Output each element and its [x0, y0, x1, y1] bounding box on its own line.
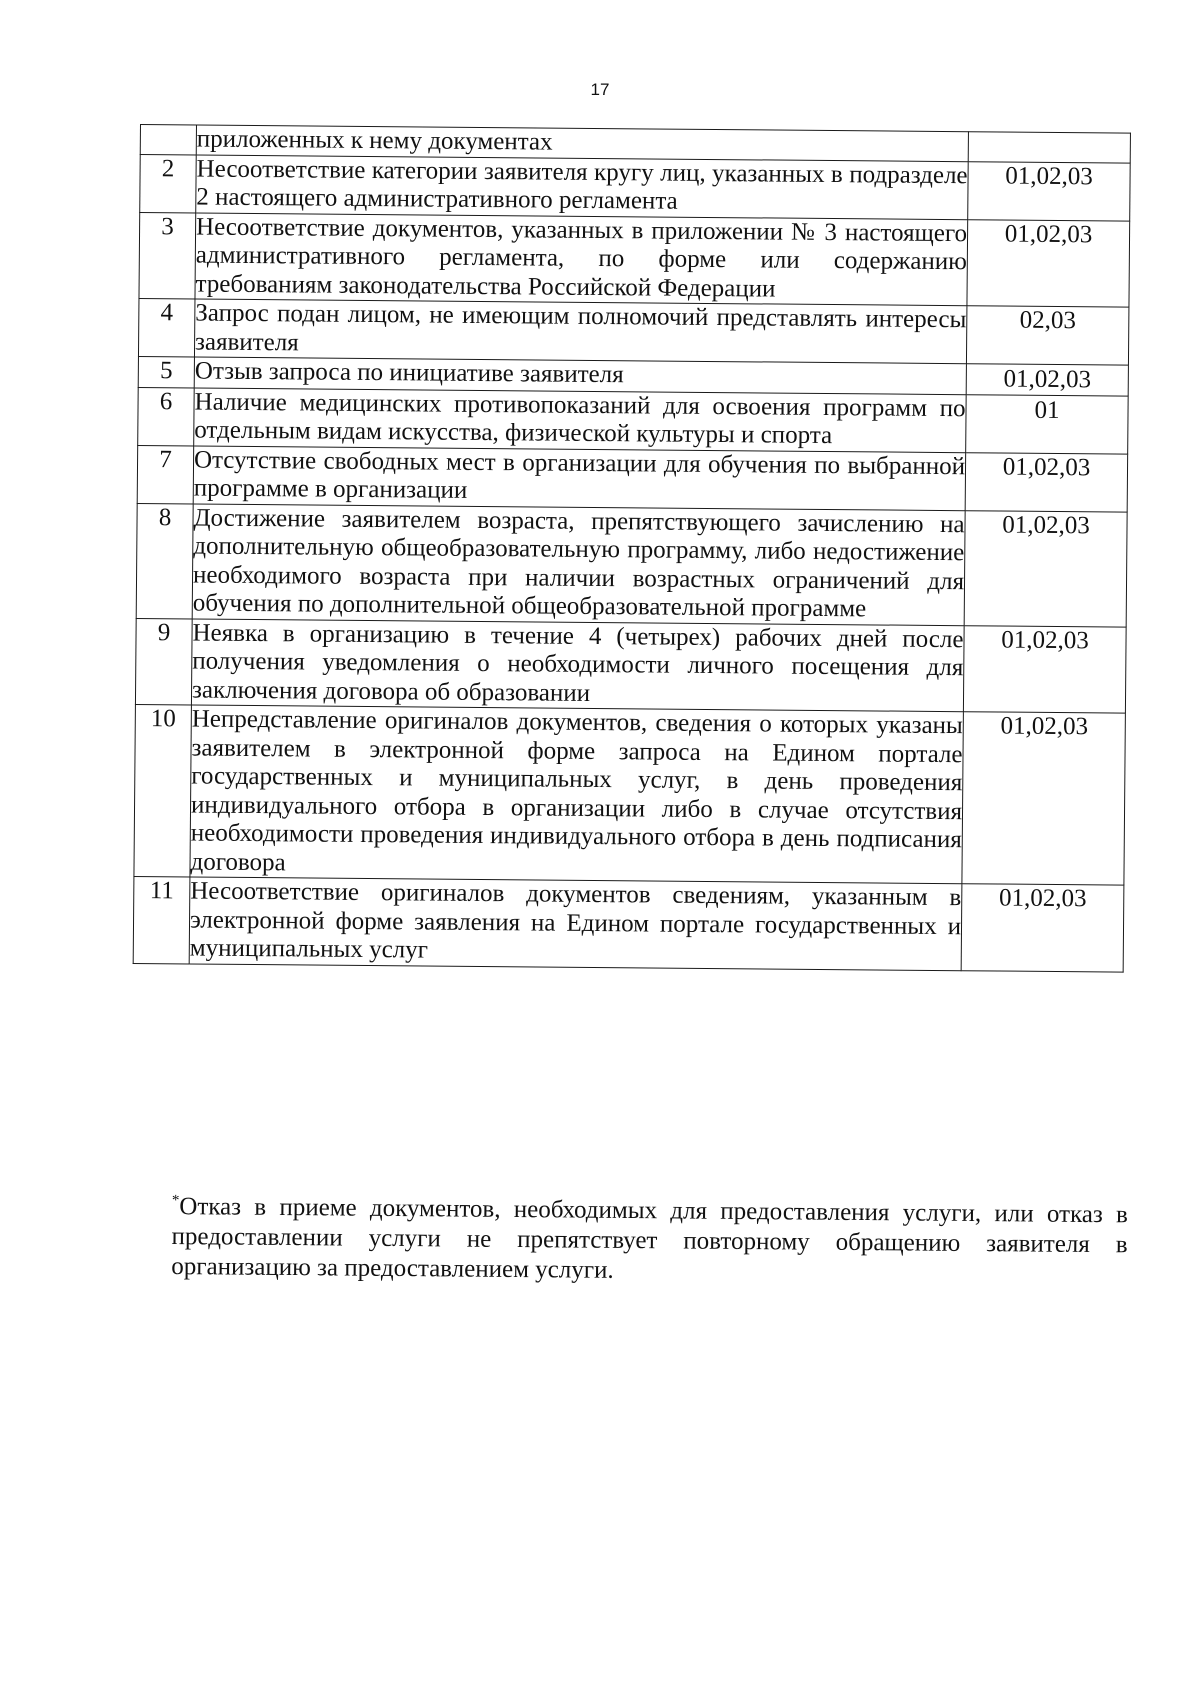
refusal-reason: Отсутствие свободных мест в организации для обучения по выбранной программе в организации: [193, 445, 965, 510]
refusal-reason: Отзыв запроса по инициативе заявителя: [194, 357, 966, 394]
footnote: [171, 1192, 1128, 1290]
refusal-reason: Достижение заявителем возраста, препятствующего зачислению на дополнительную общеобразовательную программу, либо недостижение необходимого возраста при наличии возрастных ограничений для обучения по дополнительной общеобразовательной программе: [192, 503, 965, 625]
refusal-reason: Непредставление оригиналов документов, сведения о которых указаны заявителем в электронной форме запроса на Едином портале государственных и муниципальных услуг, в день проведения индивидуального отбора в организации либо в случае отсутствия необходимости проведения индивидуального отбора в день подписания договора: [190, 705, 963, 884]
service-codes: 01,02,03: [963, 625, 1126, 713]
footnote-marker: *: [171, 1192, 180, 1209]
refusal-reason: Несоответствие оригиналов документов сведениям, указанным в электронной форме заявления на Едином портале государственных и муниципальных услуг: [189, 877, 962, 970]
table-row: [135, 618, 1126, 713]
table-row: [139, 212, 1130, 307]
refusal-reason: Запрос подан лицом, не имеющим полномочий представлять интересы заявителя: [194, 299, 966, 364]
refusal-reason: Несоответствие категории заявителя кругу лиц, указанных в подразделе 2 настоящего административного регламента: [196, 154, 968, 219]
table-row: [137, 445, 1127, 512]
service-codes: 02,03: [966, 306, 1128, 365]
refusal-grounds-table-container: [133, 124, 1130, 972]
service-codes: 01: [966, 394, 1129, 453]
refusal-reason: Наличие медицинских противопоказаний для освоения программ по отдельным видам искусства, физической культуры и спорта: [194, 387, 966, 452]
table-row: [136, 503, 1127, 627]
page-number: 17: [590, 80, 610, 99]
footnote-text: Отказ в приеме документов, необходимых для предоставления услуги, или отказ в предоставлении услуги не препятствует повторному обращению заявителя в организацию за предоставлением услуги.: [171, 1193, 1128, 1284]
service-codes: 01,02,03: [961, 884, 1124, 972]
service-codes: 01,02,03: [966, 364, 1128, 396]
row-number: 10: [134, 704, 191, 876]
service-codes: 01,02,03: [968, 161, 1130, 220]
row-number: 11: [133, 876, 190, 963]
row-number: 3: [139, 212, 196, 299]
row-number: 9: [135, 618, 192, 705]
row-number: 2: [140, 154, 197, 212]
refusal-grounds-table: [133, 124, 1131, 972]
table-row: [138, 298, 1128, 365]
row-number: 7: [137, 445, 194, 503]
refusal-reason: Несоответствие документов, указанных в приложении № 3 настоящего административного регламента, по форме или содержанию требованиям законодательства Российской Федерации: [195, 212, 968, 305]
row-number: 8: [136, 503, 193, 618]
service-codes: 01,02,03: [967, 219, 1130, 307]
service-codes: [968, 132, 1130, 163]
table-row: [140, 154, 1130, 221]
row-number: 5: [138, 356, 194, 387]
table-row: [133, 876, 1124, 971]
table-row: [134, 704, 1125, 885]
refusal-reason: Неявка в организацию в течение 4 (четырех) рабочих дней после получения уведомления о необходимости личного посещения для заключения договора об образовании: [191, 618, 964, 711]
service-codes: 01,02,03: [964, 510, 1127, 626]
table-row: [138, 387, 1128, 454]
row-number: 4: [138, 298, 195, 356]
refusal-reason: приложенных к нему документах: [196, 125, 968, 161]
row-number: [140, 125, 196, 155]
row-number: 6: [138, 387, 195, 445]
service-codes: 01,02,03: [965, 452, 1127, 511]
service-codes: 01,02,03: [962, 712, 1125, 885]
